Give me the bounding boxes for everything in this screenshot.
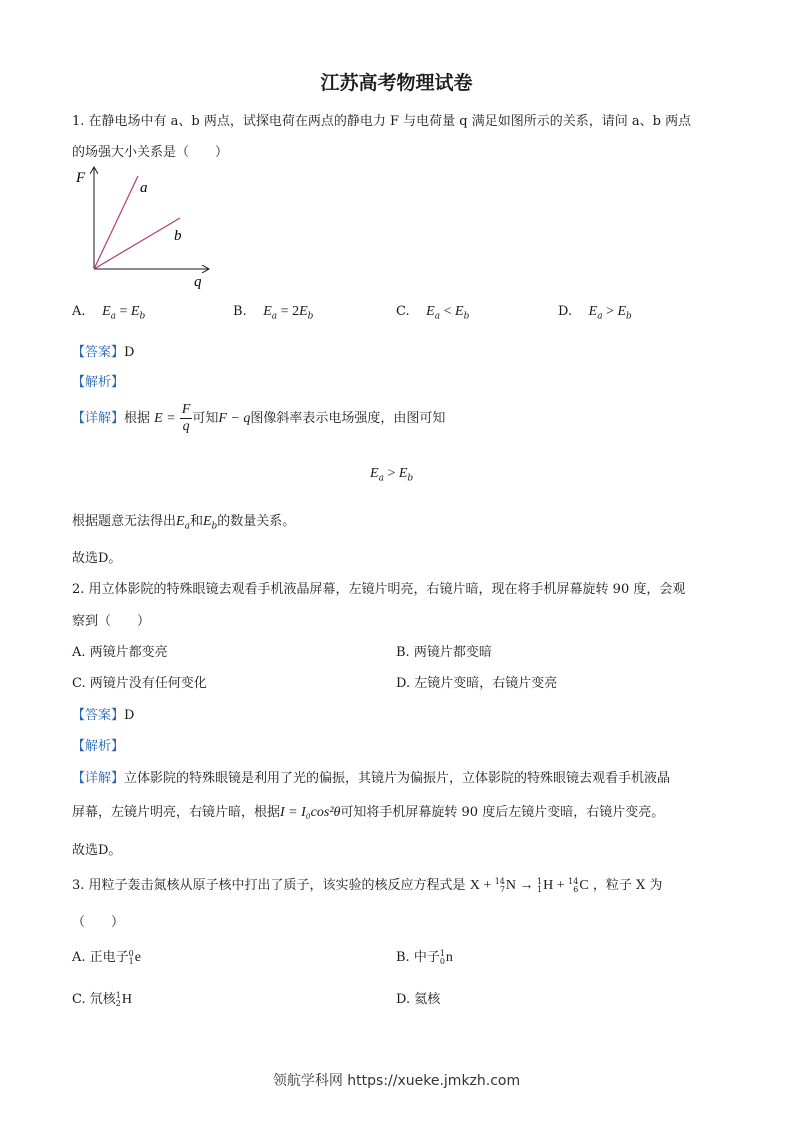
q1-stem-line2: 的场强大小关系是（ ）: [72, 145, 229, 160]
q1-option-a[interactable]: A. $E_a = E_b$: [72, 304, 146, 322]
line-a-label: a: [140, 180, 148, 196]
q3-stem-line1: 3. 用粒子轰击氮核从原子核中打出了质子，该实验的核反应方程式是 X + 14 7N → 1 1H + 14 6C ，粒子 X 为: [72, 876, 663, 894]
q1-f-q-graph: [70, 162, 220, 292]
q1-conclusion: 根据题意无法得出$E_a$和$E_b$的数量关系。: [72, 514, 296, 532]
q3-option-c[interactable]: C. 氘核1 2H: [72, 990, 132, 1008]
q2-option-b[interactable]: B. 两镜片都变暗: [396, 645, 492, 660]
q2-option-d[interactable]: D. 左镜片变暗，右镜片变亮: [396, 676, 558, 691]
q3-option-d[interactable]: D. 氦核: [396, 992, 441, 1007]
q1-analysis-tag: 【解析】: [72, 375, 125, 390]
page-title: 江苏高考物理试卷: [320, 72, 473, 94]
q2-option-c[interactable]: C. 两镜片没有任何变化: [72, 676, 207, 691]
q1-option-d[interactable]: D. $E_a > E_b$: [558, 304, 632, 322]
formula-fraction: $\frac{F}{q}$: [181, 402, 191, 434]
q2-answer: 【答案】D: [72, 708, 135, 723]
q1-stem-line1: 1. 在静电场中有 a、b 两点，试探电荷在两点的静电力 F 与电荷量 q 满足如图所示的关系，请问 a、b 两点: [72, 114, 692, 129]
q2-stem-line2: 察到（ ）: [72, 614, 151, 629]
q1-final: 故选D。: [72, 551, 122, 566]
q3-stem-line2: （ ）: [72, 915, 125, 930]
q1-detail: 【详解】根据 E = $\frac{F}{q}$ 可知F − q图像斜率表示电场强度，由图可知: [72, 402, 446, 434]
q1-answer: 【答案】D: [72, 345, 135, 360]
q2-detail-line2: 屏幕，左镜片明亮，右镜片暗，根据I = I₀cos²θ可知将手机屏幕旋转 90 度后左镜片变暗，右镜片变亮。: [72, 805, 665, 820]
line-a: [94, 176, 138, 269]
q2-stem-line1: 2. 用立体影院的特殊眼镜去观看手机液晶屏幕，左镜片明亮，右镜片暗，现在将手机屏幕旋转 90 度，会观: [72, 582, 686, 597]
line-b-label: b: [174, 228, 182, 244]
q3-option-a[interactable]: A. 正电子0 1e: [72, 948, 141, 966]
y-axis-label: F: [76, 170, 86, 186]
q2-detail-line1: 【详解】立体影院的特殊眼镜是利用了光的偏振，其镜片为偏振片，立体影院的特殊眼镜去观看手机液晶: [72, 771, 671, 786]
line-b: [94, 218, 180, 269]
q1-display-formula: $E_a > E_b$: [370, 466, 414, 484]
q1-option-c[interactable]: C. $E_a < E_b$: [396, 304, 470, 322]
q1-option-b[interactable]: B. $E_a = 2E_b$: [233, 304, 314, 322]
q3-option-b[interactable]: B. 中子1 0n: [396, 948, 453, 966]
q2-final: 故选D。: [72, 843, 122, 858]
q2-analysis-tag: 【解析】: [72, 739, 125, 754]
x-axis-label: q: [194, 274, 202, 290]
page-footer: 领航学科网 https://xueke.jmkzh.com: [272, 1073, 521, 1089]
q2-option-a[interactable]: A. 两镜片都变亮: [72, 645, 168, 660]
